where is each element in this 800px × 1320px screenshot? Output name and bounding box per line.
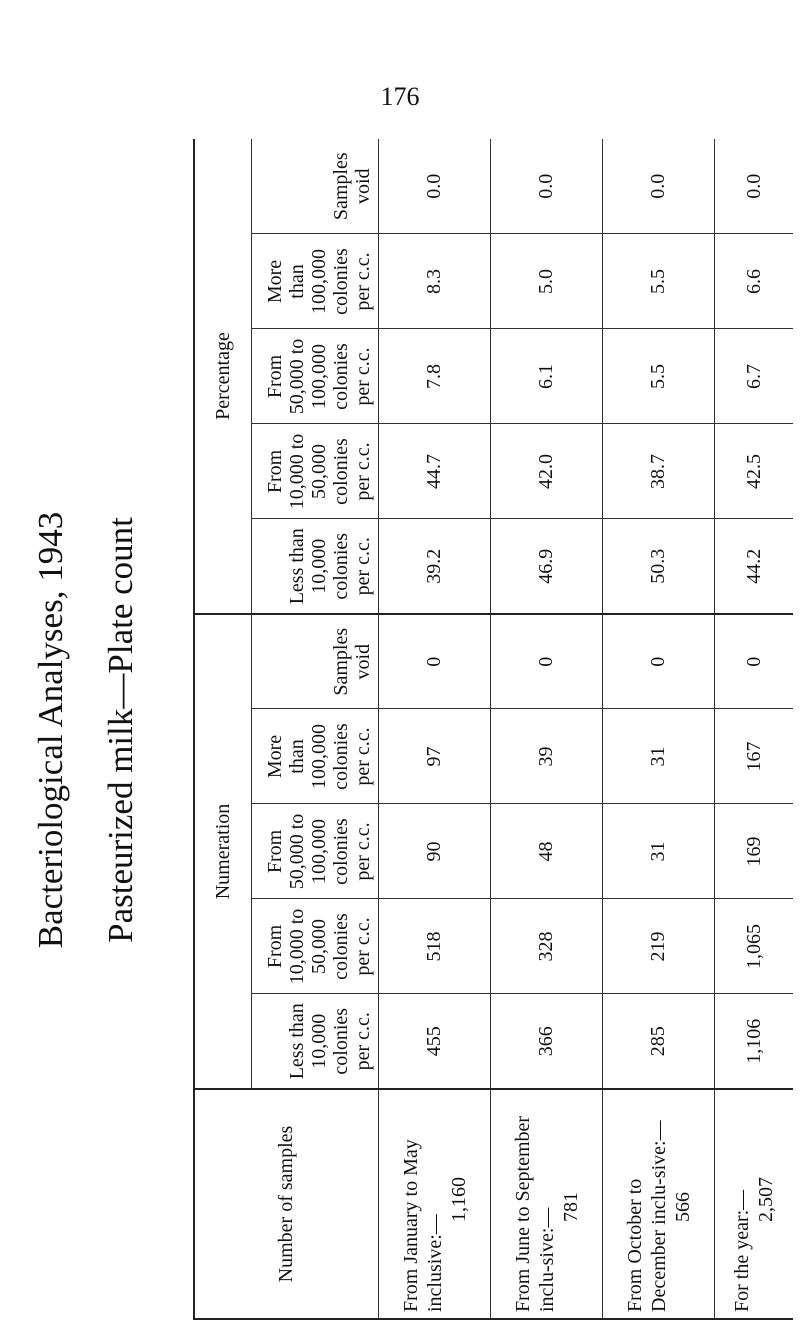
- num-cell: 31: [603, 804, 715, 899]
- col-num-samples-void: Samples void: [252, 614, 379, 709]
- period-cell: [379, 1089, 491, 1319]
- table-row: [715, 139, 793, 1319]
- plate-count-table: [193, 139, 793, 1320]
- header-numeration: Numeration: [194, 614, 252, 1089]
- pct-cell: 0.0: [715, 139, 793, 234]
- header-percentage: Percentage: [194, 139, 252, 614]
- pct-cell: 6.6: [715, 234, 793, 329]
- num-cell: 39: [491, 709, 603, 804]
- title-block: [23, 140, 183, 1320]
- col-num-more-100000: More than 100,000 colonies per c.c.: [252, 709, 379, 804]
- page-subtitle: Pasteurized milk—Plate count: [101, 517, 140, 943]
- period-label: From June to September inclu-sive:—: [511, 1115, 558, 1312]
- col-pct-10000-50000: From 10,000 to 50,000 colonies per c.c.: [252, 424, 379, 519]
- table-row: [491, 139, 603, 1319]
- num-cell: 0: [715, 614, 793, 709]
- num-cell: 328: [491, 899, 603, 994]
- pct-cell: 42.5: [715, 424, 793, 519]
- samples-count: 1,160: [447, 1177, 470, 1222]
- period-label: From January to May inclusive:—: [399, 1139, 446, 1312]
- col-pct-less-10000: Less than 10,000 colonies per c.c.: [252, 519, 379, 614]
- pct-cell: 0.0: [379, 139, 491, 234]
- col-pct-more-100000: More than 100,000 colonies per c.c.: [252, 234, 379, 329]
- num-cell: 285: [603, 994, 715, 1089]
- pct-cell: 0.0: [603, 139, 715, 234]
- header-number-of-samples: Number of samples: [194, 1089, 379, 1319]
- samples-count: 566: [671, 1192, 694, 1222]
- col-num-50000-100000: From 50,000 to 100,000 colonies per c.c.: [252, 804, 379, 899]
- col-num-10000-50000: From 10,000 to 50,000 colonies per c.c.: [252, 899, 379, 994]
- table-row: [603, 139, 715, 1319]
- samples-count: 2,507: [755, 1177, 778, 1222]
- pct-cell: 5.0: [491, 234, 603, 329]
- period-label: From October to December inclu-sive:—: [623, 1120, 670, 1312]
- pct-cell: 42.0: [491, 424, 603, 519]
- num-cell: 1,065: [715, 899, 793, 994]
- rotated-table-block: [31, 140, 793, 1320]
- num-cell: 167: [715, 709, 793, 804]
- period-cell: [715, 1089, 793, 1319]
- pct-cell: 8.3: [379, 234, 491, 329]
- num-cell: 90: [379, 804, 491, 899]
- num-cell: 48: [491, 804, 603, 899]
- num-cell: 0: [603, 614, 715, 709]
- col-pct-samples-void: Samples void: [252, 139, 379, 234]
- page-title: Bacteriological Analyses, 1943: [31, 511, 70, 949]
- period-cell: [491, 1089, 603, 1319]
- pct-cell: 44.2: [715, 519, 793, 614]
- num-cell: 31: [603, 709, 715, 804]
- page-number: 176: [380, 82, 420, 111]
- table-row: [379, 139, 491, 1319]
- samples-count: 781: [559, 1192, 582, 1222]
- pct-cell: 44.7: [379, 424, 491, 519]
- pct-cell: 6.7: [715, 329, 793, 424]
- num-cell: 219: [603, 899, 715, 994]
- period-label: For the year:—: [731, 1189, 754, 1312]
- period-cell: [603, 1089, 715, 1319]
- pct-cell: 7.8: [379, 329, 491, 424]
- num-cell: 169: [715, 804, 793, 899]
- pct-cell: 0.0: [491, 139, 603, 234]
- num-cell: 455: [379, 994, 491, 1089]
- num-cell: 1,106: [715, 994, 793, 1089]
- col-num-less-10000: Less than 10,000 colonies per c.c.: [252, 994, 379, 1089]
- num-cell: 366: [491, 994, 603, 1089]
- pct-cell: 50.3: [603, 519, 715, 614]
- num-cell: 0: [491, 614, 603, 709]
- pct-cell: 46.9: [491, 519, 603, 614]
- num-cell: 97: [379, 709, 491, 804]
- num-cell: 518: [379, 899, 491, 994]
- num-cell: 0: [379, 614, 491, 709]
- pct-cell: 6.1: [491, 329, 603, 424]
- pct-cell: 38.7: [603, 424, 715, 519]
- pct-cell: 39.2: [379, 519, 491, 614]
- pct-cell: 5.5: [603, 329, 715, 424]
- pct-cell: 5.5: [603, 234, 715, 329]
- col-pct-50000-100000: From 50,000 to 100,000 colonies per c.c.: [252, 329, 379, 424]
